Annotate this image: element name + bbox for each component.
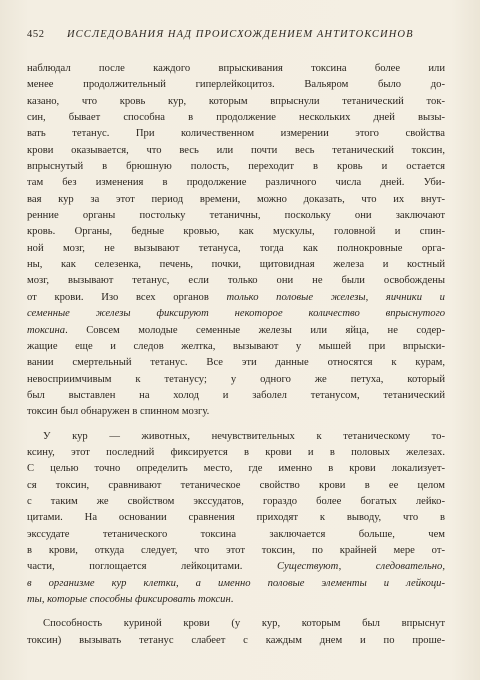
- text-line: в крови, откуда следует, что этот токсин, по крайней мере от-: [27, 544, 445, 556]
- text-line: ной мозг, не вызывают тетануса, тогда как полнокровные орга-: [27, 242, 445, 254]
- paragraph-gap: [27, 421, 445, 429]
- text-line: вать тетанус. При количественном измерении этого свойства: [27, 128, 445, 140]
- paragraph-gap: [27, 608, 445, 616]
- text-line: С целью точно определить место, где именно в крови локализует-: [27, 463, 445, 475]
- text-line: ксину, этот последний фиксируется в крови и в половых железах.: [27, 446, 445, 458]
- italic-run: токсина: [27, 324, 66, 336]
- text-line: цитами. На основании сравнения приходят к выводу, что в: [27, 512, 445, 524]
- body-text: [27, 61, 445, 649]
- text-line: кровь. Органы, бедные кровью, как мускулы, головной и спин-: [27, 226, 445, 238]
- text-line: семенные железы фиксируют некоторое количество впрыснутого: [27, 308, 445, 320]
- text-run: . Совсем молодые семенные железы или яйца, не содер-: [65, 324, 445, 336]
- text-line: токсин) вызывать тетанус слабеет с каждым днем и по проше-: [27, 634, 445, 646]
- text-line: ся токсин, сравнивают тетаническое свойство крови в ее целом: [27, 479, 445, 491]
- text-line: ны, как селезенка, печень, почки, щитовидная железа и костный: [27, 259, 445, 271]
- text-line: мозг, вызывают тетанус, если только они не были освобождены: [27, 275, 445, 287]
- text-line: [27, 323, 445, 339]
- text-run: части, поглощается лейкоцитами.: [27, 561, 277, 573]
- text-line: Способность куриной крови (у кур, которым был впрыснут: [43, 618, 445, 630]
- text-run: .: [230, 594, 234, 605]
- paragraph-1: [27, 61, 445, 421]
- text-line: невосприимчивым к тетанусу; у одного же петуха, который: [27, 373, 445, 385]
- text-line: ренние органы постольку тетаничны, поскольку они заключают: [27, 210, 445, 222]
- text-line: син, бывает способна в продолжение нескольких дней вызы-: [27, 112, 445, 124]
- running-title: ИССЛЕДОВАНИЯ НАД ПРОИСХОЖДЕНИЕМ АНТИТОКСИНОВ: [67, 29, 414, 40]
- text-line: с таким же свойством экссудатов, гораздо более богатых лейко-: [27, 495, 445, 507]
- text-line: жащие еще и следов желтка, вызывают у мышей при впрыски-: [27, 340, 445, 352]
- paragraph-2: [27, 429, 445, 609]
- text-line: вая кур за этот период времени, можно доказать, что их внут-: [27, 193, 445, 205]
- paragraph-3: [27, 616, 445, 649]
- text-line: экссудате тетанического токсина заключается больше, чем: [27, 528, 445, 540]
- running-head: [27, 29, 447, 43]
- text-line: [27, 290, 445, 306]
- italic-run: Существуют, следовательно,: [276, 561, 445, 573]
- text-line: наблюдал после каждого впрыскивания токсина более или: [27, 63, 445, 74]
- text-line: впрыснутый в брюшную полость, переходит в кровь и остается: [27, 161, 445, 173]
- text-line: У кур — животных, нечувствительных к тетаническому то-: [43, 430, 445, 442]
- text-line: вании смертельный тетанус. Все эти данные относятся к курам,: [27, 357, 445, 369]
- text-line: токсин был обнаружен в спинном мозгу.: [27, 406, 210, 418]
- text-run: от крови. Изо всех органов: [27, 291, 227, 303]
- italic-run: только половые железы, яичники и: [226, 291, 445, 303]
- italic-run: ты, которые способны фиксировать токсин: [27, 594, 231, 605]
- text-line: [27, 559, 445, 575]
- text-line: там без изменения в продолжение различного числа дней. Уби-: [27, 177, 445, 189]
- text-line: в организме кур клетки, а именно половые элементы и лейкоци-: [27, 577, 445, 589]
- page-number: 452: [27, 29, 45, 40]
- text-line: [27, 592, 445, 608]
- text-line: был выставлен на холод и заболел тетанусом, тетанический: [27, 389, 445, 401]
- text-line: менее продолжительный гиперлейкоцитоз. Вальяром было до-: [27, 79, 445, 91]
- text-line: крови оказывается, что весь или почти весь тетанический токсин,: [27, 144, 445, 156]
- text-line: казано, что кровь кур, которым впрыснули тетанический ток-: [27, 95, 445, 107]
